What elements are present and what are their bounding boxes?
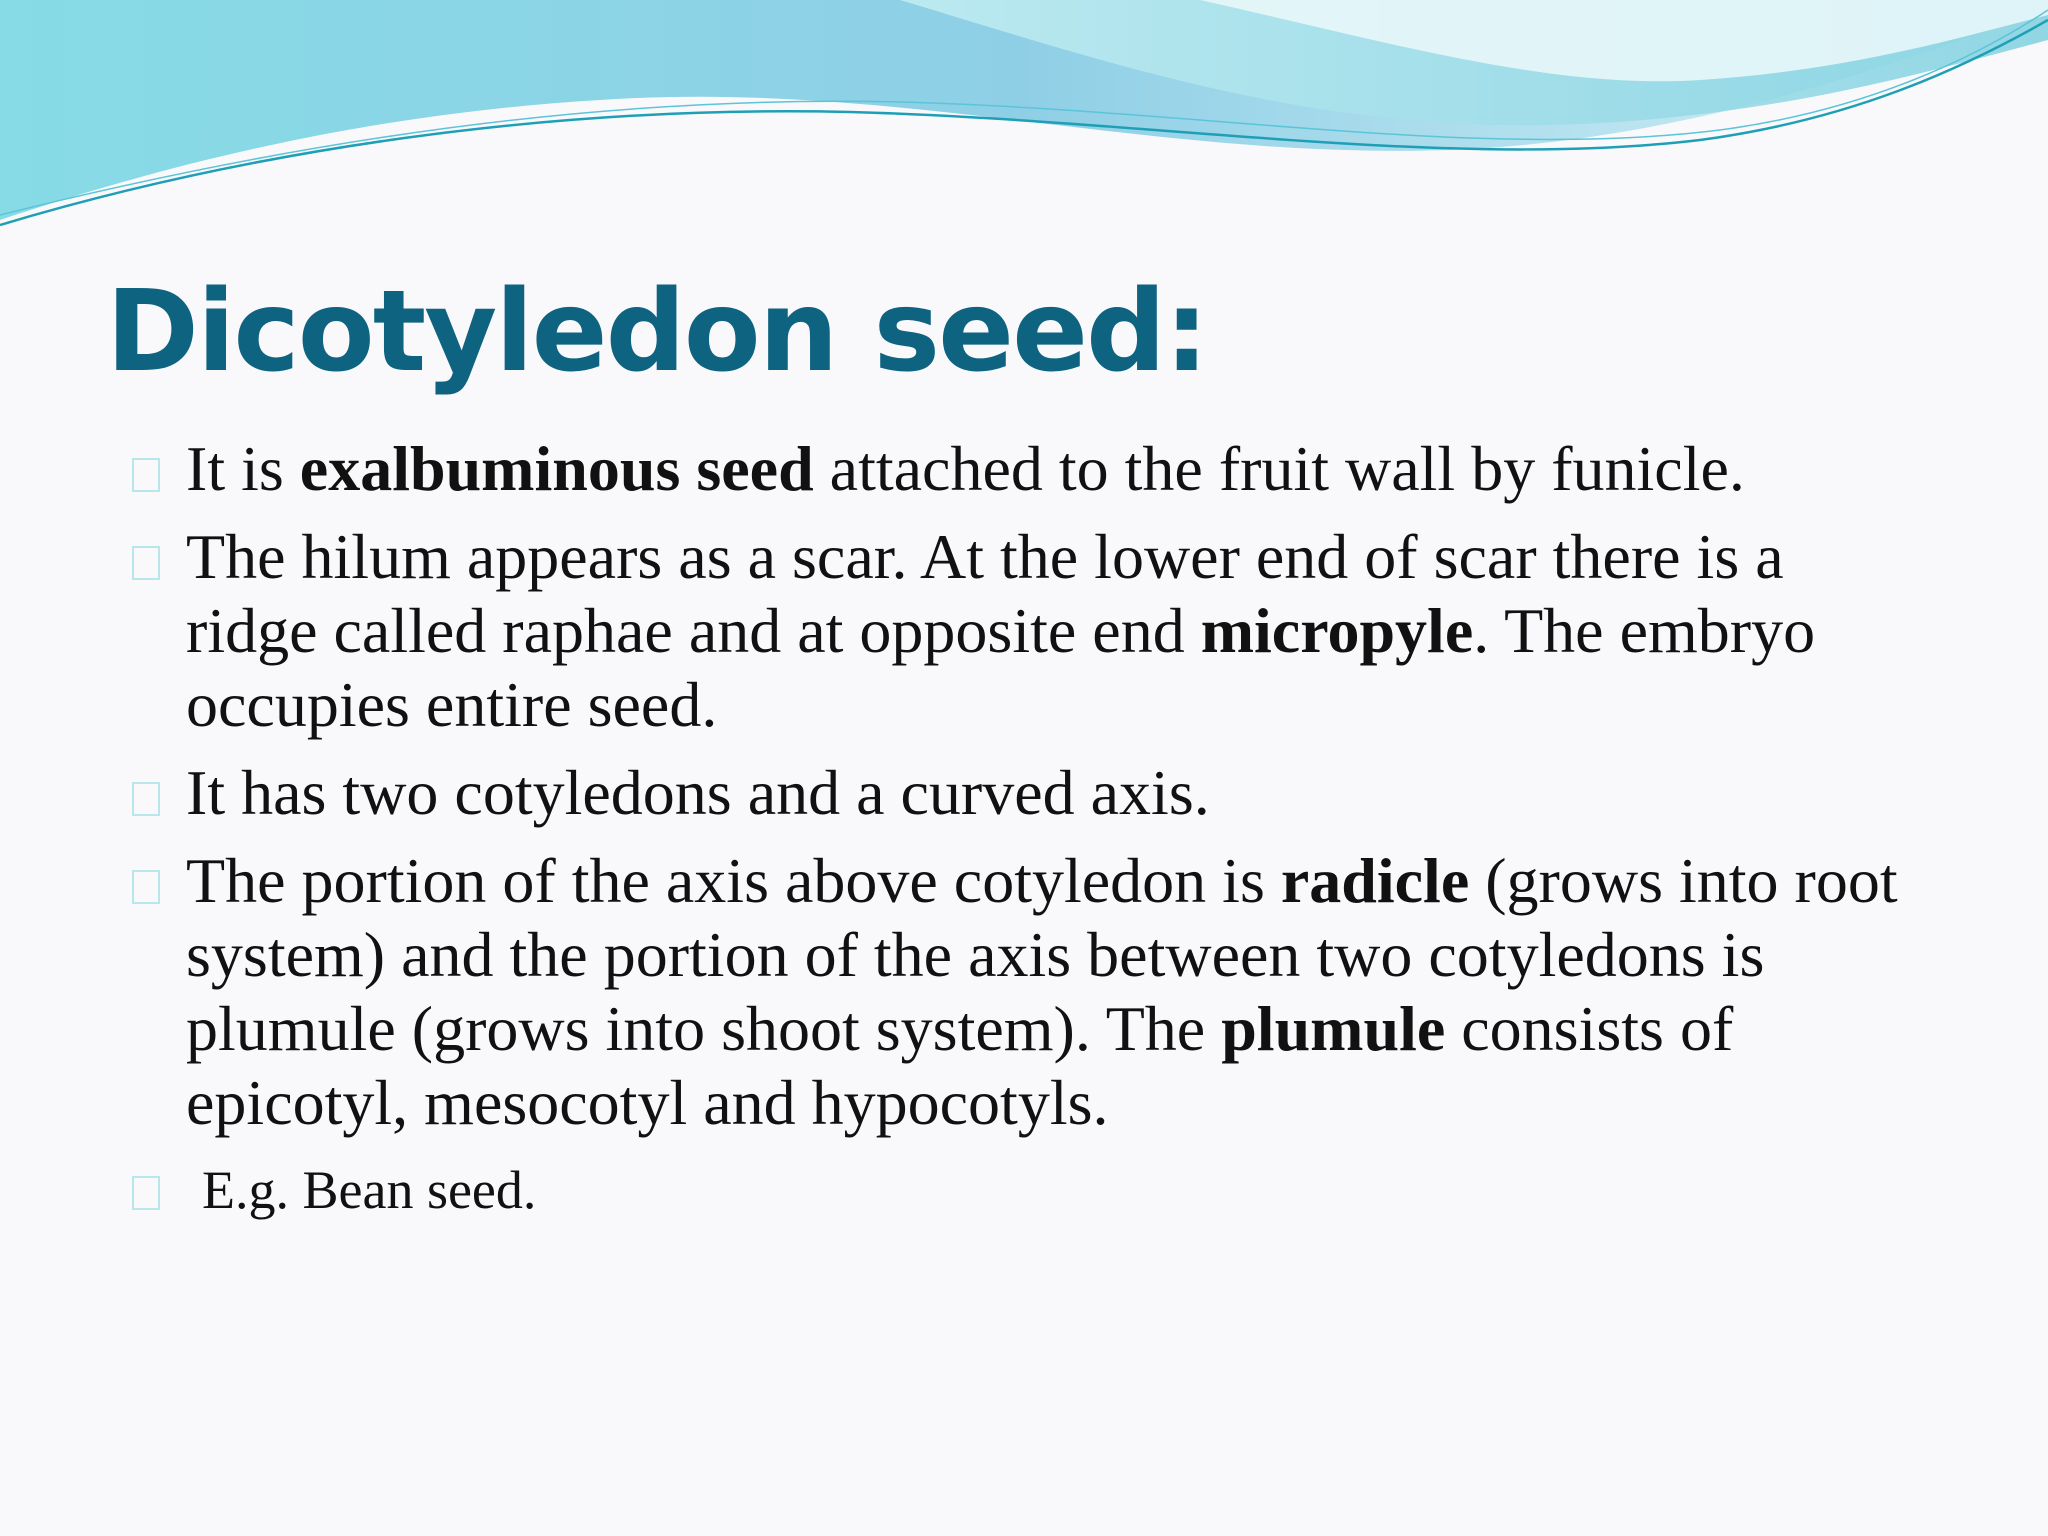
bold-term: exalbuminous seed <box>299 433 814 504</box>
bullet-text: . The embryo occupies entire seed. <box>186 595 1816 740</box>
bullet-text: The hilum appears as a scar. At the lower end of scar there is a ridge called raphae and at opposite end <box>186 521 1784 666</box>
square-bullet-icon <box>132 458 160 492</box>
square-bullet-icon <box>132 870 160 904</box>
slide-title: Dicotyledon seed: <box>106 267 1207 397</box>
square-bullet-icon <box>132 1176 160 1210</box>
bullet-item <box>130 844 1930 1140</box>
bullet-item <box>130 432 1930 506</box>
bullet-text: It has two cotyledons and a curved axis. <box>186 757 1210 828</box>
bullet-text: It is <box>186 433 300 504</box>
bullet-item <box>130 520 1930 742</box>
bullet-list <box>130 432 1930 1240</box>
bullet-item <box>130 756 1930 830</box>
bullet-text: attached to the fruit wall by funicle. <box>813 433 1745 504</box>
bullet-text: consists of epicotyl, mesocotyl and hypocotyls. <box>186 993 1734 1138</box>
square-bullet-icon <box>132 546 160 580</box>
bullet-text: E.g. Bean seed. <box>202 1160 537 1220</box>
bold-term: micropyle <box>1200 595 1474 666</box>
bold-term: plumule <box>1221 993 1446 1064</box>
square-bullet-icon <box>132 782 160 816</box>
bold-term: radicle <box>1280 845 1470 916</box>
bullet-text: The portion of the axis above cotyledon is <box>186 845 1281 916</box>
bullet-text: (grows into root system) and the portion of the axis between two cotyledons is plumule (grows into shoot system). The <box>186 845 1898 1064</box>
header-wave-decoration <box>0 0 2048 260</box>
bullet-item <box>130 1154 1930 1226</box>
